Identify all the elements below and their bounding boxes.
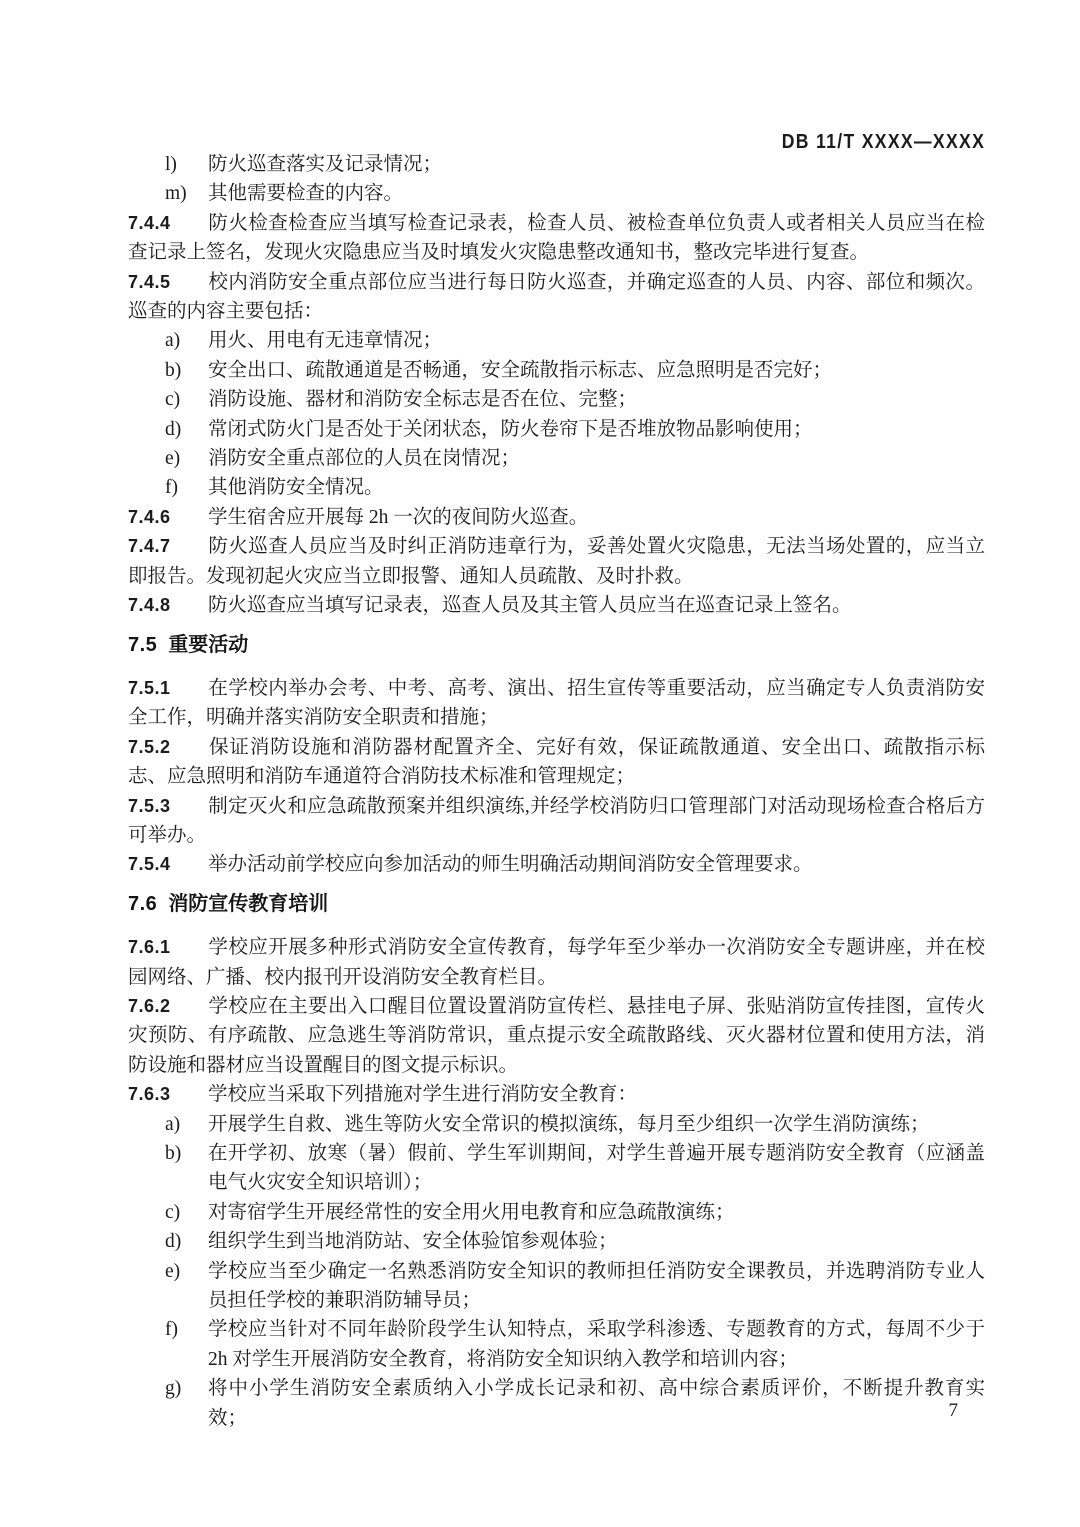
clause-number: 7.4.4 <box>128 212 171 233</box>
doc-code: DB 11/T XXXX—XXXX <box>781 131 985 153</box>
clause-number: 7.5.4 <box>128 854 171 875</box>
list-item-text: 对寄宿学生开展经常性的安全用火用电教育和应急疏散演练； <box>208 1201 735 1223</box>
section-number: 7.6 <box>128 892 158 915</box>
list-item-text: 学校应当至少确定一名熟悉消防安全知识的教师担任消防安全课教员，并选聘消防专业人员担任学校的兼职消防辅导员； <box>208 1260 985 1312</box>
clause-paragraph <box>128 209 985 268</box>
clause-number: 7.4.6 <box>128 506 171 527</box>
list-item <box>128 415 985 444</box>
list-item-text: 组织学生到当地消防站、安全体验馆参观体验； <box>208 1231 618 1253</box>
list-item-text: 其他需要检查的内容。 <box>208 183 404 205</box>
list-item-label: c) <box>165 1201 181 1223</box>
list-item-label: d) <box>165 418 182 440</box>
clause-number: 7.5.1 <box>128 677 171 698</box>
clause-text: 学校应当采取下列措施对学生进行消防安全教育： <box>208 1084 638 1106</box>
list-item <box>128 444 985 473</box>
list-item <box>128 1139 985 1198</box>
clause-text: 防火巡查人员应当及时纠正消防违章行为，妥善处置火灾隐患，无法当场处置的，应当立即报告。发现初起火灾应当立即报警、通知人员疏散、及时扑救。 <box>128 536 985 587</box>
list-item <box>128 1257 985 1316</box>
list-item-text: 安全出口、疏散通道是否畅通，安全疏散指示标志、应急照明是否完好； <box>208 359 833 381</box>
clause-paragraph <box>128 733 985 792</box>
clause-text: 举办活动前学校应向参加活动的师生明确活动期间消防安全管理要求。 <box>208 854 813 876</box>
clause-paragraph <box>128 850 985 879</box>
list-item <box>128 385 985 414</box>
clause-text: 校内消防安全重点部位应当进行每日防火巡查，并确定巡查的人员、内容、部位和频次。巡查的内容主要包括： <box>128 271 985 323</box>
page-number: 7 <box>948 1400 958 1421</box>
section-heading <box>128 890 985 919</box>
list-item-label: g) <box>165 1378 182 1400</box>
clause-number: 7.4.5 <box>128 271 171 292</box>
list-item-text: 消防设施、器材和消防安全标志是否在位、完整； <box>208 389 638 411</box>
clause-number: 7.6.1 <box>128 937 171 958</box>
list-item-text: 开展学生自救、逃生等防火安全常识的模拟演练，每月至少组织一次学生消防演练； <box>208 1113 930 1135</box>
list-item <box>128 473 985 502</box>
clause-paragraph <box>128 792 985 851</box>
clause-text: 学校应在主要出入口醒目位置设置消防宣传栏、悬挂电子屏、张贴消防宣传挂图，宣传火灾预防、有序疏散、应急逃生等消防常识，重点提示安全疏散路线、灭火器材位置和使用方法，消防设施和器材应当设置醒目的图文提示标识。 <box>128 995 985 1076</box>
list-item-label: l) <box>165 154 177 175</box>
clause-number: 7.5.3 <box>128 795 171 816</box>
list-item-label: e) <box>165 448 181 470</box>
clause-text: 保证消防设施和消防器材配置齐全、完好有效，保证疏散通道、安全出口、疏散指示标志、应急照明和消防车通道符合消防技术标准和管理规定； <box>128 736 985 788</box>
clause-text: 学校应开展多种形式消防安全宣传教育，每学年至少举办一次消防安全专题讲座，并在校园网络、广播、校内报刊开设消防安全教育栏目。 <box>128 937 985 988</box>
section-heading <box>128 631 985 660</box>
section-title: 重要活动 <box>168 633 249 656</box>
list-item-label: f) <box>165 1319 178 1341</box>
clause-text: 防火检查检查应当填写检查记录表，检查人员、被检查单位负责人或者相关人员应当在检查记录上签名，发现火灾隐患应当及时填发火灾隐患整改通知书，整改完毕进行复查。 <box>128 212 985 264</box>
list-item-label: m) <box>165 183 187 205</box>
clause-paragraph <box>128 532 985 591</box>
list-item-label: b) <box>165 359 182 381</box>
list-item <box>128 1110 985 1139</box>
clause-text: 防火巡查应当填写记录表，巡查人员及其主管人员应当在巡查记录上签名。 <box>208 595 852 617</box>
list-item <box>128 1198 985 1227</box>
clause-text: 在学校内举办会考、中考、高考、演出、招生宣传等重要活动，应当确定专人负责消防安全工作，明确并落实消防安全职责和措施； <box>128 677 985 729</box>
section-number: 7.5 <box>128 633 158 656</box>
clause-paragraph <box>128 268 985 327</box>
list-item-label: a) <box>165 1113 181 1135</box>
clause-text: 制定灭火和应急疏散预案并组织演练,并经学校消防归口管理部门对活动现场检查合格后方可举办。 <box>128 795 985 846</box>
list-item-label: e) <box>165 1260 181 1282</box>
list-item-label: f) <box>165 477 178 499</box>
list-item-text: 学校应当针对不同年龄阶段学生认知特点，采取学科渗透、专题教育的方式，每周不少于 2h 对学生开展消防安全教育，将消防安全知识纳入教学和培训内容； <box>208 1319 985 1370</box>
clause-number: 7.4.8 <box>128 595 171 616</box>
list-item-label: b) <box>165 1143 182 1164</box>
clause-paragraph <box>128 933 985 992</box>
list-item <box>128 1227 985 1256</box>
list-item-text: 用火、用电有无违章情况； <box>208 330 443 352</box>
clause-paragraph <box>128 503 985 532</box>
clause-paragraph <box>128 591 985 620</box>
list-item-text: 消防安全重点部位的人员在岗情况； <box>208 448 521 470</box>
list-item-label: c) <box>165 389 181 411</box>
clause-paragraph <box>128 674 985 733</box>
section-title: 消防宣传教育培训 <box>168 892 329 915</box>
clause-paragraph <box>128 1080 985 1109</box>
clause-paragraph <box>128 992 985 1080</box>
list-item-text: 其他消防安全情况。 <box>208 477 384 499</box>
clause-number: 7.4.7 <box>128 536 171 557</box>
list-item-text: 防火巡查落实及记录情况； <box>208 154 443 175</box>
list-item-text: 在开学初、放寒（暑）假前、学生军训期间，对学生普遍开展专题消防安全教育（应涵盖电气火灾安全知识培训）； <box>208 1143 985 1194</box>
list-item-label: d) <box>165 1231 182 1253</box>
clause-number: 7.5.2 <box>128 736 171 757</box>
list-item <box>128 326 985 355</box>
list-item <box>128 1374 985 1433</box>
clause-number: 7.6.2 <box>128 995 171 1016</box>
list-item <box>128 179 985 208</box>
list-item <box>128 150 985 179</box>
clause-text: 学生宿舍应开展每 2h 一次的夜间防火巡查。 <box>208 506 589 528</box>
list-item-label: a) <box>165 330 181 352</box>
document-content <box>128 150 985 1433</box>
clause-number: 7.6.3 <box>128 1084 171 1105</box>
list-item <box>128 1315 985 1374</box>
list-item <box>128 356 985 385</box>
list-item-text: 常闭式防火门是否处于关闭状态，防火卷帘下是否堆放物品影响使用； <box>208 418 813 440</box>
list-item-text: 将中小学生消防安全素质纳入小学成长记录和初、高中综合素质评价，不断提升教育实效； <box>208 1378 985 1429</box>
